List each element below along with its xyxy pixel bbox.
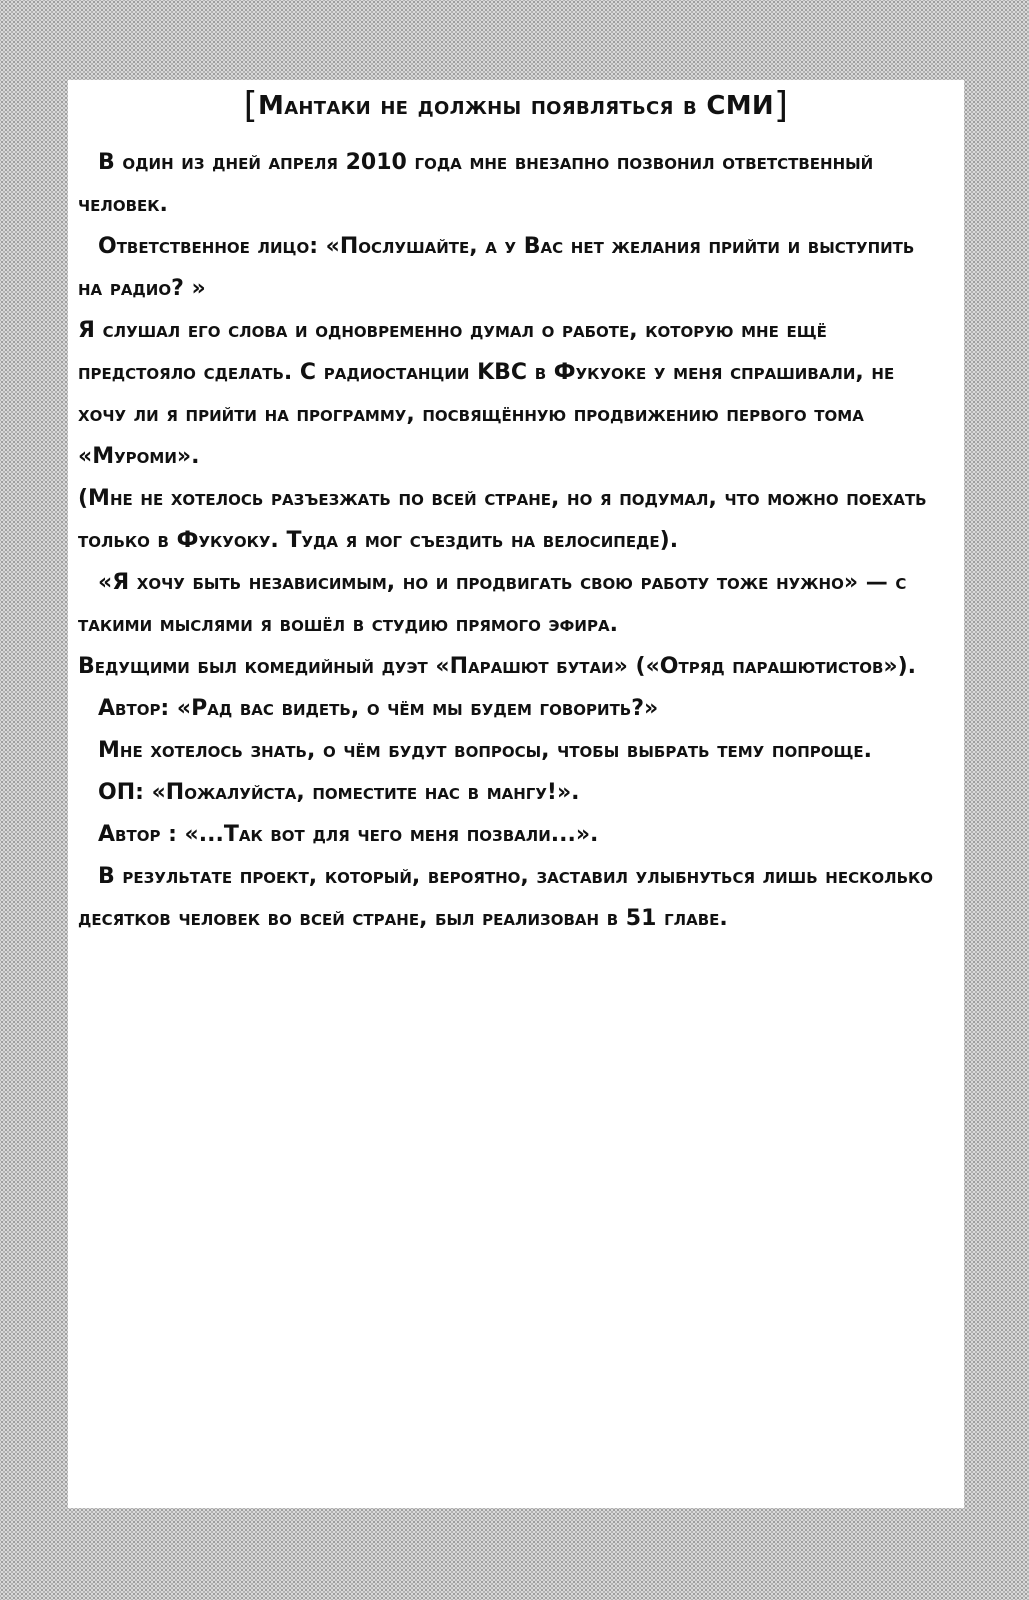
paragraph-op-request: ОП: «Пожалуйста, поместите нас в мангу!». — [98, 780, 580, 805]
paragraph-bicycle: (Мне не хотелось разъезжать по всей стране, но я подумал, что можно поехать только в Фукуоку. Туда я мог съездить на велосипеде). — [78, 486, 927, 553]
paragraph-hosts: Ведущими был комедийный дуэт «Парашют бутаи» («Отряд парашютистов»). — [78, 654, 917, 679]
text-body — [78, 142, 942, 940]
page-title-text: Мантаки не должны появляться в СМИ — [258, 91, 774, 121]
paragraph-radio-station: Я слушал его слова и одновременно думал о работе, которую мне ещё предстояло сделать. С радиостанции KBC в Фукуоке у меня спрашивали, не хочу ли я прийти на программу, посвящённую продвижению первого тома «Муроми». — [78, 318, 895, 469]
open-bracket: [ — [243, 85, 259, 126]
paragraph-invitation: Ответственное лицо: «Послушайте, а у Вас нет желания прийти и выступить на радио? » — [78, 234, 915, 301]
paragraph-result: В результате проект, который, вероятно, заставил улыбнуться лишь несколько десятков человек во всей стране, был реализован в 51 главе. — [78, 864, 934, 931]
paragraph-author-reply: Автор : «...Так вот для чего меня позвали...». — [98, 822, 599, 847]
page-title — [68, 86, 964, 126]
paragraph-topic: Мне хотелось знать, о чём будут вопросы, чтобы выбрать тему попроще. — [98, 738, 872, 763]
page-panel — [68, 80, 964, 1508]
paragraph-phone-call: В один из дней апреля 2010 года мне внезапно позвонил ответственный человек. — [78, 150, 874, 217]
paragraph-studio: «Я хочу быть независимым, но и продвигать свою работу тоже нужно» — с такими мыслями я вошёл в студию прямого эфира. — [78, 570, 907, 637]
paragraph-author-question: Автор: «Рад вас видеть, о чём мы будем говорить?» — [98, 696, 659, 721]
close-bracket: ] — [773, 85, 789, 126]
